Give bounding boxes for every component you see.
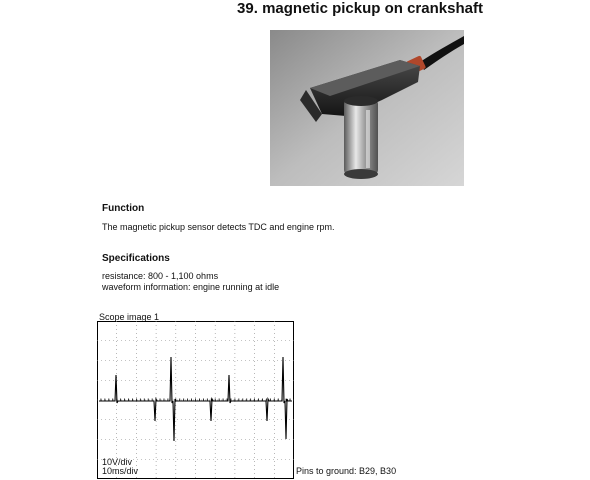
pins-to-ground: Pins to ground: B29, B30 [296, 466, 397, 476]
volts-per-div: 10V/div [102, 457, 133, 467]
page-title: 39. magnetic pickup on crankshaft [237, 0, 483, 17]
scope-image-label: Scope image 1 [99, 312, 160, 322]
waveform-spec: waveform information: engine running at idle [102, 282, 280, 292]
resistance-spec: resistance: 800 - 1,100 ohms [102, 271, 219, 281]
specifications-heading: Specifications [102, 253, 170, 264]
scope-waveform [97, 321, 294, 479]
sensor-photo [270, 30, 464, 186]
time-per-div: 10ms/div [102, 466, 139, 476]
function-text: The magnetic pickup sensor detects TDC and engine rpm. [102, 222, 335, 232]
function-heading: Function [102, 203, 145, 214]
